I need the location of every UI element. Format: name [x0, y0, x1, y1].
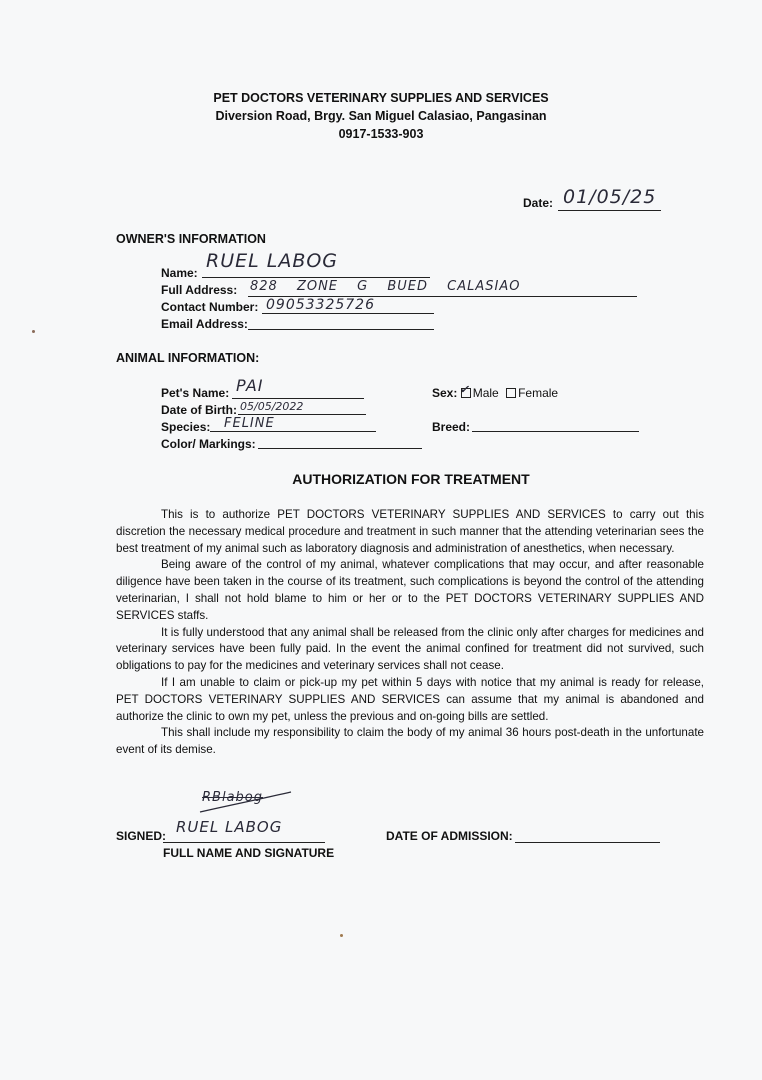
breed-label: Breed: [432, 420, 471, 434]
sex-label: Sex: [432, 386, 458, 400]
signature-caption: FULL NAME AND SIGNATURE [163, 846, 335, 860]
clinic-address: Diversion Road, Brgy. San Miguel Calasiao, Pangasinan [215, 109, 547, 123]
pet-name-value[interactable]: PAI [236, 376, 264, 395]
species-line [210, 431, 376, 432]
sex-male-checkbox[interactable] [459, 384, 471, 398]
date-line [558, 210, 661, 211]
owner-contact-label: Contact Number: [161, 300, 259, 314]
date-label: Date: [523, 196, 554, 210]
scan-speck [340, 934, 343, 937]
signed-label: SIGNED: [116, 829, 167, 843]
breed-line[interactable] [472, 431, 639, 432]
scan-speck [32, 330, 35, 333]
color-line[interactable] [258, 448, 422, 449]
clinic-name: PET DOCTORS VETERINARY SUPPLIES AND SERVICES [213, 91, 549, 105]
clinic-phone: 0917-1533-903 [338, 127, 424, 141]
owner-name-line [202, 277, 430, 278]
pet-name-line [232, 398, 364, 399]
sex-female-label: Female [518, 386, 559, 400]
authorization-paragraph: Being aware of the control of my animal, whatever complications that may occur, and after reasonable diligence have been taken in the course of its treatment, such complications is beyond the control of the attending veterinarian, I shall not hold blame to him or her or to the PET DOCTORS VETERINARY SUPPLIES AND SERVICES staffs. [116, 558, 704, 622]
owner-address-label: Full Address: [161, 283, 238, 297]
authorization-paragraph: If I am unable to claim or pick-up my pet within 5 days with notice that my animal is ready for release, PET DOCTORS VETERINARY SUPPLIES AND SERVICES can assume that my animal is abandoned and authorize the clinic to own my pet, unless the previous and on-going bills are settled. [116, 675, 704, 723]
owner-address-value[interactable]: 828 ZONE G BUED CALASIAO [250, 279, 521, 294]
owner-contact-line [262, 313, 434, 314]
authorization-paragraph: This is to authorize PET DOCTORS VETERINARY SUPPLIES AND SERVICES to carry out this discretion the necessary medical procedure and treatment in such manner that the attending veterinarian sees the best treatment of my animal such as laboratory diagnosis and administration of anesthetics, when necessary. [116, 508, 704, 555]
date-value[interactable]: 01/05/25 [563, 186, 657, 208]
authorization-title: AUTHORIZATION FOR TREATMENT [292, 471, 530, 487]
authorization-paragraph: It is fully understood that any animal shall be released from the clinic only after charges for medicines and veterinary services have been fully paid. In the event the animal confined for treatment did not survived, such obligations to pay for the medicines and veterinary services shall not cease. [116, 625, 704, 673]
admission-line[interactable] [515, 842, 660, 843]
owner-name-label: Name: [161, 266, 198, 280]
dob-label: Date of Birth: [161, 403, 237, 417]
owner-contact-value[interactable]: 09053325726 [266, 297, 375, 313]
dob-value[interactable]: 05/05/2022 [240, 400, 304, 413]
species-label: Species: [161, 420, 211, 434]
signature-scribble: RBlabog [202, 790, 263, 805]
owner-name-value[interactable]: RUEL LABOG [206, 250, 339, 272]
color-label: Color/ Markings: [161, 437, 256, 451]
check-mark-icon: ✓ [459, 384, 469, 396]
signed-value[interactable]: RUEL LABOG [176, 818, 283, 836]
sex-field [432, 386, 558, 400]
species-value[interactable]: FELINE [224, 416, 275, 431]
signature-line [163, 842, 325, 843]
owner-email-line[interactable] [248, 329, 434, 330]
dob-line [238, 414, 366, 415]
authorization-body [116, 507, 704, 759]
owner-section-title: OWNER'S INFORMATION [116, 232, 266, 246]
owner-email-label: Email Address: [161, 317, 248, 331]
pet-name-label: Pet's Name: [161, 386, 230, 400]
sex-male-label: Male [472, 386, 499, 400]
authorization-paragraph: This shall include my responsibility to claim the body of my animal 36 hours post-death in the unfortunate event of its demise. [116, 726, 704, 757]
admission-label: DATE OF ADMISSION: [386, 829, 513, 843]
sex-female-checkbox[interactable] [506, 388, 516, 398]
animal-section-title: ANIMAL INFORMATION: [116, 351, 260, 365]
